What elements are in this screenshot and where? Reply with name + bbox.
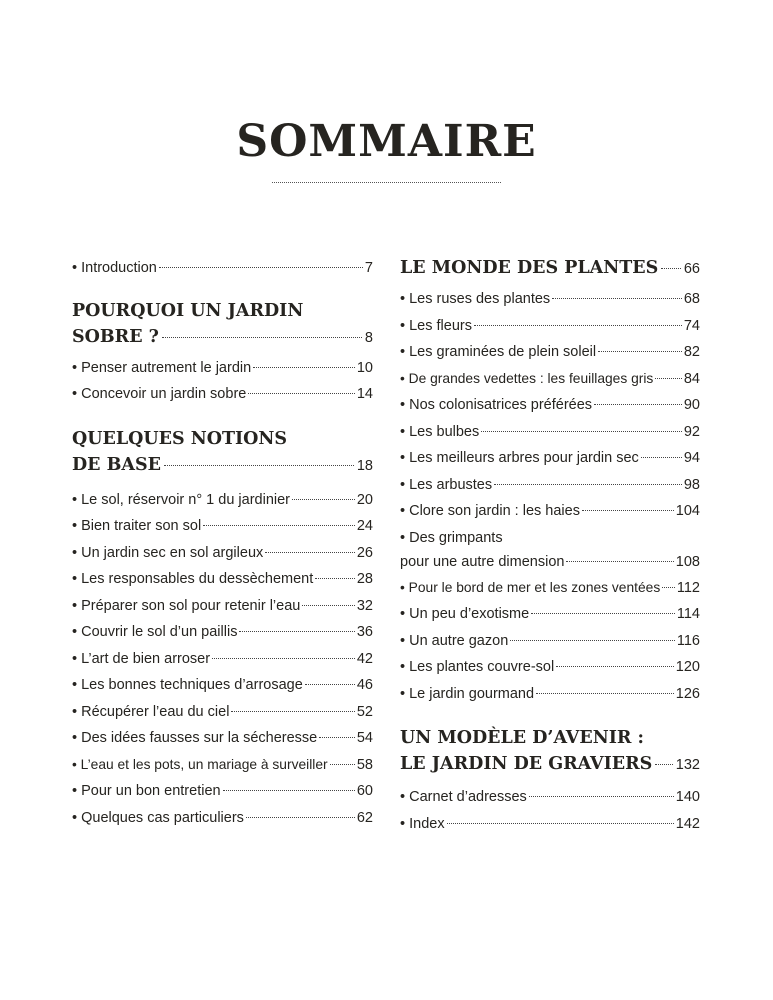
toc-entry-page: 126 xyxy=(675,685,700,702)
toc-entry[interactable] xyxy=(400,811,700,838)
section-title-line1: QUELQUES NOTIONS xyxy=(72,428,288,449)
toc-entry-page: 142 xyxy=(675,815,700,832)
toc-entry[interactable] xyxy=(400,392,700,419)
section-entries xyxy=(72,487,373,832)
toc-entry-label: • Pour le bord de mer et les zones ventées xyxy=(400,579,661,595)
toc-entry-page: 52 xyxy=(356,703,373,720)
toc-entry-page: 28 xyxy=(356,571,373,587)
toc-entry-page: 116 xyxy=(676,632,700,649)
toc-entry[interactable] xyxy=(72,513,373,540)
toc-entry-label: • Les plantes couvre-sol xyxy=(400,659,555,675)
dot-leader xyxy=(556,666,674,667)
toc-entry-label-line2: pour une autre dimension xyxy=(400,553,565,570)
toc-entry[interactable] xyxy=(72,593,373,620)
toc-entry-page: 26 xyxy=(356,544,373,561)
toc-entry-label: • Couvrir le sol d’un paillis xyxy=(72,624,238,640)
toc-entry-page: 60 xyxy=(356,783,373,799)
toc-entry-page: 58 xyxy=(356,756,373,773)
toc-entry-label: • Les bonnes techniques d’arrosage xyxy=(72,677,303,693)
dot-leader xyxy=(662,587,675,588)
toc-entry-label: • Un jardin sec en sol argileux xyxy=(72,544,264,561)
toc-entry-page: 94 xyxy=(683,450,700,466)
toc-entry-label: • Des idées fausses sur la sécheresse xyxy=(72,730,318,746)
toc-entry-page: 68 xyxy=(683,291,700,307)
toc-entry[interactable] xyxy=(400,654,700,681)
toc-entry-label: • Les fleurs xyxy=(400,317,472,334)
toc-entry-label: • Les ruses des plantes xyxy=(400,291,551,307)
dot-leader xyxy=(655,378,682,379)
toc-entry-page: 98 xyxy=(683,476,700,493)
toc-entry-label: • Les bulbes xyxy=(400,423,480,440)
toc-entry-label: • L’eau et les pots, un mariage à surveiller xyxy=(72,756,328,772)
toc-entry-label: • Pour un bon entretien xyxy=(72,783,221,799)
toc-entry-label: • Les graminées de plein soleil xyxy=(400,344,597,360)
toc-entry[interactable] xyxy=(72,487,373,514)
toc-entry-page: 32 xyxy=(356,597,373,614)
dot-leader xyxy=(231,711,354,712)
toc-entry-page: 90 xyxy=(683,397,700,413)
dot-leader xyxy=(248,393,355,394)
toc-entry-page: 108 xyxy=(675,553,700,570)
toc-entry-label: • Récupérer l’eau du ciel xyxy=(72,703,230,720)
toc-entry-label: • Le jardin gourmand xyxy=(400,685,535,702)
toc-entry-page: 92 xyxy=(683,423,700,440)
toc-entry-page: 36 xyxy=(356,624,373,640)
dot-leader xyxy=(536,693,674,694)
dot-leader xyxy=(246,817,355,818)
dot-leader xyxy=(239,631,354,632)
toc-entry[interactable] xyxy=(72,255,373,282)
toc-entry-page: 84 xyxy=(683,370,700,387)
dot-leader xyxy=(494,484,682,485)
toc-entry[interactable] xyxy=(72,778,373,805)
section-page: 66 xyxy=(683,261,700,277)
toc-entry[interactable] xyxy=(72,566,373,593)
toc-entry[interactable] xyxy=(400,681,700,708)
toc-entry-label: • Penser autrement le jardin xyxy=(72,359,252,376)
section-heading[interactable] xyxy=(400,725,700,778)
toc-entry-page: 74 xyxy=(683,317,700,334)
toc-entry[interactable] xyxy=(400,472,700,499)
dot-leader xyxy=(292,499,355,500)
toc-entry-label: • Un peu d’exotisme xyxy=(400,606,530,622)
dot-leader xyxy=(164,465,354,466)
toc-entry-page: 62 xyxy=(356,809,373,826)
dot-leader xyxy=(265,552,355,553)
toc-entry-page: 10 xyxy=(356,359,373,376)
dot-leader xyxy=(212,658,355,659)
dot-leader xyxy=(661,268,681,269)
toc-entry[interactable] xyxy=(400,575,700,602)
toc-entry-label: • Introduction xyxy=(72,260,157,276)
toc-right-column xyxy=(400,255,700,837)
toc-entry-page: 54 xyxy=(356,730,373,746)
toc-entry[interactable] xyxy=(400,784,700,811)
page-title: SOMMAIRE xyxy=(236,116,537,167)
toc-entry-page: 114 xyxy=(676,606,700,622)
toc-entry-page: 42 xyxy=(356,650,373,667)
toc-entry[interactable] xyxy=(400,628,700,655)
section-title: LE MONDE DES PLANTES xyxy=(400,258,659,278)
toc-entry-label: • Les meilleurs arbres pour jardin sec xyxy=(400,450,639,466)
toc-entry-page: 24 xyxy=(356,518,373,534)
section-page: 18 xyxy=(356,457,373,474)
section-heading[interactable] xyxy=(400,255,700,282)
toc-entry-page: 140 xyxy=(675,789,700,805)
toc-entry-label: • Concevoir un jardin sobre xyxy=(72,386,247,402)
toc-entry[interactable] xyxy=(72,805,373,832)
toc-entry-label: • Bien traiter son sol xyxy=(72,518,202,534)
dot-leader xyxy=(474,325,682,326)
toc-entry[interactable] xyxy=(400,445,700,472)
dot-leader xyxy=(582,510,674,511)
dot-leader xyxy=(302,605,355,606)
toc-entry[interactable] xyxy=(400,339,700,366)
toc-entry-label: • L’art de bien arroser xyxy=(72,650,211,667)
dot-leader xyxy=(529,796,674,797)
section-heading[interactable] xyxy=(72,426,373,479)
section-title-line1: POURQUOI UN JARDIN xyxy=(72,300,304,321)
dot-leader xyxy=(641,457,682,458)
toc-entry[interactable] xyxy=(72,725,373,752)
dot-leader xyxy=(305,684,355,685)
title-divider xyxy=(272,182,501,183)
dot-leader xyxy=(510,640,675,641)
toc-entry-page: 20 xyxy=(356,491,373,508)
toc-entry-label: • Index xyxy=(400,815,445,832)
toc-entry-label-line1: • Des grimpants xyxy=(400,529,503,546)
section-page: 132 xyxy=(675,757,700,773)
section-title-line1: UN MODÈLE D’AVENIR : xyxy=(400,728,644,748)
toc-entry[interactable] xyxy=(72,699,373,726)
toc-entry[interactable] xyxy=(72,381,373,408)
toc-entry-page: 120 xyxy=(675,659,700,675)
dot-leader xyxy=(594,404,682,405)
toc-entry-page: 104 xyxy=(675,503,700,519)
dot-leader xyxy=(531,613,675,614)
toc-entry[interactable] xyxy=(72,355,373,382)
toc-entry-label: • Préparer son sol pour retenir l’eau xyxy=(72,597,301,614)
dot-leader xyxy=(162,337,362,338)
dot-leader xyxy=(315,578,355,579)
section-title-line2: SOBRE ? xyxy=(72,326,159,347)
toc-entry[interactable] xyxy=(400,419,700,446)
dot-leader xyxy=(566,561,673,562)
section-title-line2: LE JARDIN DE GRAVIERS xyxy=(400,754,653,774)
dot-leader xyxy=(481,431,682,432)
section-title-line2: DE BASE xyxy=(72,454,161,475)
toc-entry[interactable] xyxy=(400,601,700,628)
toc-entry-label: • Nos colonisatrices préférées xyxy=(400,397,593,413)
section-entries xyxy=(400,286,700,707)
section-entries xyxy=(72,355,373,408)
dot-leader xyxy=(159,267,363,268)
section-page: 8 xyxy=(364,329,373,346)
toc-entry[interactable] xyxy=(72,540,373,567)
dot-leader xyxy=(447,823,674,824)
toc-entry-page: 82 xyxy=(683,344,700,360)
toc-entry[interactable] xyxy=(72,672,373,699)
toc-entry-page: 46 xyxy=(356,677,373,693)
toc-entry[interactable] xyxy=(72,646,373,673)
toc-entry[interactable] xyxy=(400,313,700,340)
section-entries xyxy=(400,784,700,837)
toc-entry-label: • Les responsables du dessèchement xyxy=(72,571,314,587)
dot-leader xyxy=(330,764,355,765)
toc-entry-page: 7 xyxy=(364,260,373,276)
toc-entry-page: 112 xyxy=(676,579,700,596)
toc-entry[interactable] xyxy=(72,619,373,646)
dot-leader xyxy=(319,737,355,738)
toc-entry-label: • Le sol, réservoir n° 1 du jardinier xyxy=(72,491,291,508)
toc-entry-multiline[interactable] xyxy=(400,525,700,575)
dot-leader xyxy=(655,764,673,765)
dot-leader xyxy=(203,525,355,526)
toc-entry[interactable] xyxy=(400,286,700,313)
section-heading[interactable] xyxy=(72,298,373,351)
toc-entry-label: • Quelques cas particuliers xyxy=(72,809,244,826)
dot-leader xyxy=(223,790,355,791)
toc-entry-label: • Un autre gazon xyxy=(400,632,509,649)
toc-entry[interactable] xyxy=(400,498,700,525)
toc-left-column xyxy=(72,255,373,831)
dot-leader xyxy=(552,298,682,299)
dot-leader xyxy=(253,367,355,368)
toc-entry-label: • Carnet d’adresses xyxy=(400,789,527,805)
toc-entry-page: 14 xyxy=(356,386,373,402)
dot-leader xyxy=(598,351,682,352)
toc-entry-label: • De grandes vedettes : les feuillages gris xyxy=(400,370,654,386)
toc-entry-label: • Clore son jardin : les haies xyxy=(400,503,580,519)
toc-entry[interactable] xyxy=(400,366,700,393)
toc-entry-label: • Les arbustes xyxy=(400,476,493,493)
toc-entry[interactable] xyxy=(72,752,373,779)
